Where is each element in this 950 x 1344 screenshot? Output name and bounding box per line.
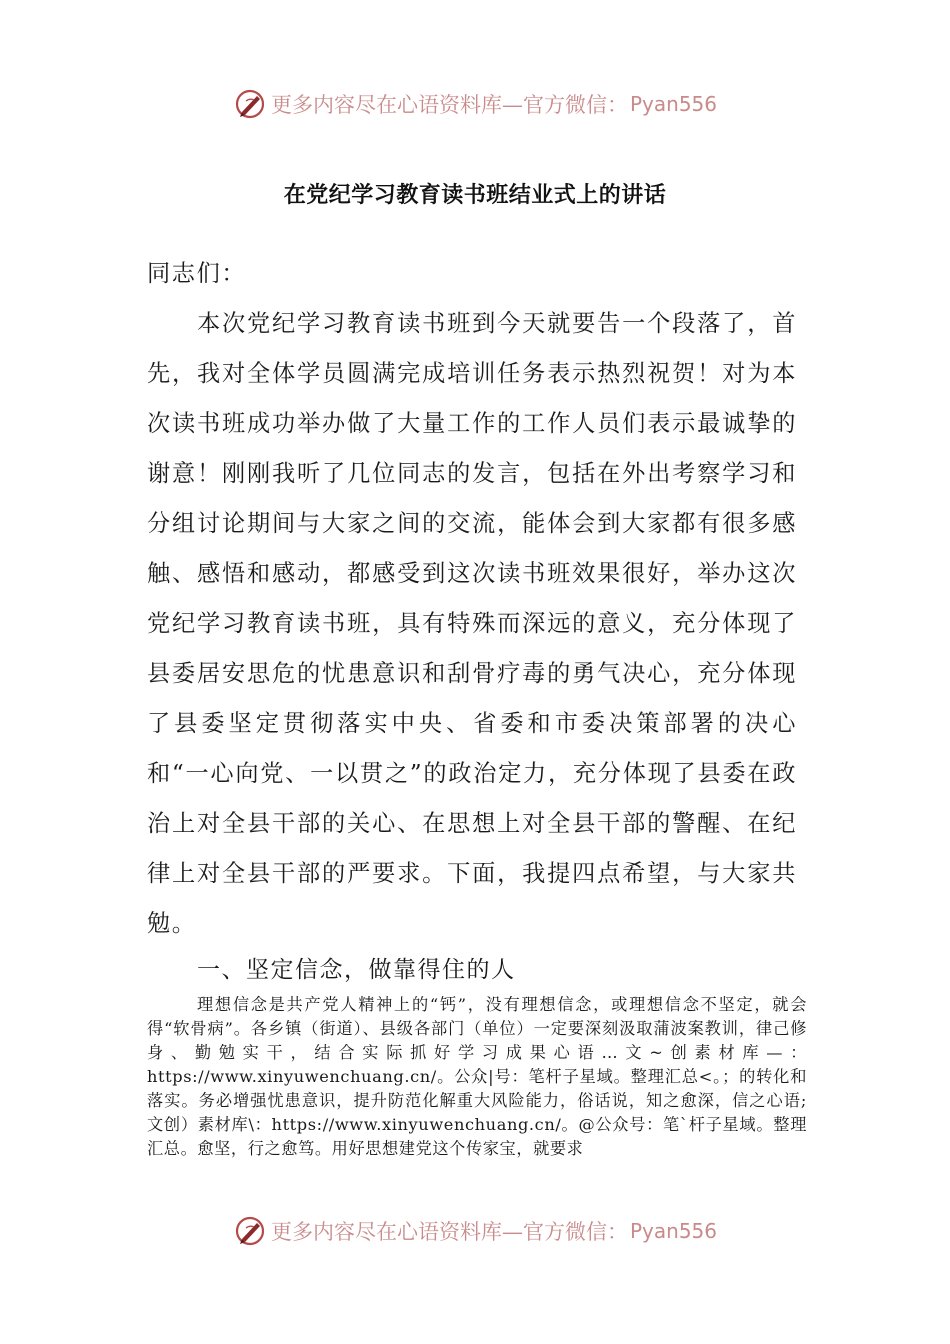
section-paragraph: 理想信念是共产党人精神上的“钙”，没有理想信念，或理想信念不坚定，就会得“软骨病”。各乡镇（街道）、县级各部门（单位）一定要深刻汲取蒲波案教训，律己修身、勤勉实干，结合实际抓好学习成果心语…文~创素材库—：https://www.xinyuwenchuang.cn/。公众|号：笔杆子星域。整理汇总<。；的转化和落实。务必增强忧患意识，提升防范化解重大风险能力，俗话说，知之愈深，信之心语;文创）素材库\：https://www.xinyuwenchuang.cn/。@公众号：笔`杆子星域。整理汇总。愈坚，行之愈笃。用好思想建党这个传家宝，就要求 (147, 995, 807, 1158)
pen-logo-icon (233, 1214, 267, 1248)
section-heading: 一、坚定信念，做靠得住的人 (197, 957, 516, 983)
pen-logo-icon (233, 87, 267, 121)
banner-wechat-id: Pyan556 (629, 92, 717, 116)
body-paragraph: 本次党纪学习教育读书班到今天就要告一个段落了，首先，我对全体学员圆满完成培训任务表示热烈祝贺！对为本次读书班成功举办做了大量工作的工作人员们表示最诚挚的谢意！刚刚我听了几位同志的发言，包括在外出考察学习和分组讨论期间与大家之间的交流，能体会到大家都有很多感触、感悟和感动，都感受到这次读书班效果很好，举办这次党纪学习教育读书班，具有特殊而深远的意义，充分体现了县委居安思危的忧患意识和刮骨疗毒的勇气决心，充分体现了县委坚定贯彻落实中央、省委和市委决策部署的决心和“一心向党、一以贯之”的政治定力，充分体现了县委在政治上对全县干部的关心、在思想上对全县干部的警醒、在纪律上对全县干部的严要求。下面，我提四点希望，与大家共勉。 (147, 310, 797, 937)
salutation: 同志们： (147, 260, 247, 287)
header-watermark-banner (0, 84, 950, 124)
document-title: 在党纪学习教育读书班结业式上的讲话 (283, 183, 667, 208)
footer-watermark-banner (0, 1211, 950, 1251)
banner-main-text: 更多内容尽在心语资料库—官方微信： (270, 1220, 628, 1244)
banner-wechat-id: Pyan556 (629, 1219, 717, 1243)
banner-main-text: 更多内容尽在心语资料库—官方微信： (270, 93, 628, 117)
